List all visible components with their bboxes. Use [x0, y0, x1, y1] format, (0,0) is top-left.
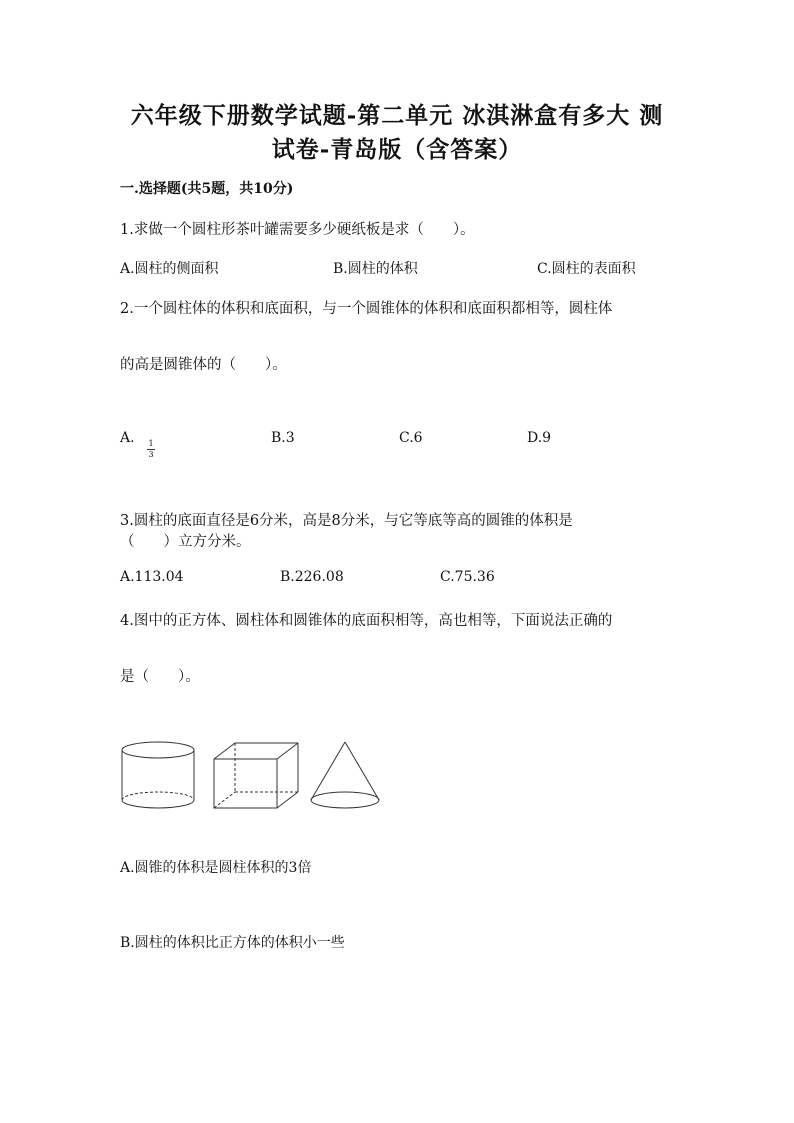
cone-figure — [311, 742, 379, 808]
question-4-figure — [118, 738, 388, 814]
document-title-line1: 六年级下册数学试题-第二单元 冰淇淋盒有多大 测 — [130, 102, 664, 129]
question-3-text-line2: （ ）立方分米。 — [120, 534, 251, 550]
section-heading: 一.选择题(共5题，共10分) — [120, 181, 294, 197]
cylinder-figure — [122, 742, 194, 808]
question-2-option-a-fraction — [147, 440, 155, 459]
question-1-option-a: A.圆柱的侧面积 — [120, 261, 219, 277]
question-3-option-a: A.113.04 — [120, 569, 184, 585]
question-4-text-line2: 是（ ）。 — [120, 669, 200, 685]
question-4-option-a: A.圆锥的体积是圆柱体积的3倍 — [120, 860, 312, 876]
question-1-option-c: C.圆柱的表面积 — [537, 261, 636, 277]
question-2-option-a-label: A. — [120, 430, 135, 446]
cube-figure — [214, 743, 298, 808]
question-2-option-c: C.6 — [399, 430, 423, 446]
question-4-text-line1: 4.图中的正方体、圆柱体和圆锥体的底面积相等，高也相等，下面说法正确的 — [120, 613, 613, 629]
question-2-option-b: B.3 — [271, 430, 295, 446]
document-title-line2: 试卷-青岛版（含答案） — [271, 136, 523, 163]
fraction-denominator: 3 — [148, 450, 154, 459]
question-2-text-line1: 2.一个圆柱体的体积和底面积，与一个圆锥体的体积和底面积都相等，圆柱体 — [120, 301, 613, 317]
question-3-option-c: C.75.36 — [440, 569, 495, 585]
question-4-option-b: B.圆柱的体积比正方体的体积小一些 — [120, 935, 345, 951]
question-2-text-line2: 的高是圆锥体的（ ）。 — [120, 357, 287, 373]
question-3-option-b: B.226.08 — [280, 569, 344, 585]
question-1-text: 1.求做一个圆柱形茶叶罐需要多少硬纸板是求（ ）。 — [120, 222, 475, 238]
fraction-numerator: 1 — [148, 439, 154, 448]
question-1-option-b: B.圆柱的体积 — [333, 261, 418, 277]
question-2-option-d: D.9 — [527, 430, 552, 446]
question-3-text-line1: 3.圆柱的底面直径是6分米，高是8分米，与它等底等高的圆锥的体积是 — [120, 513, 573, 529]
